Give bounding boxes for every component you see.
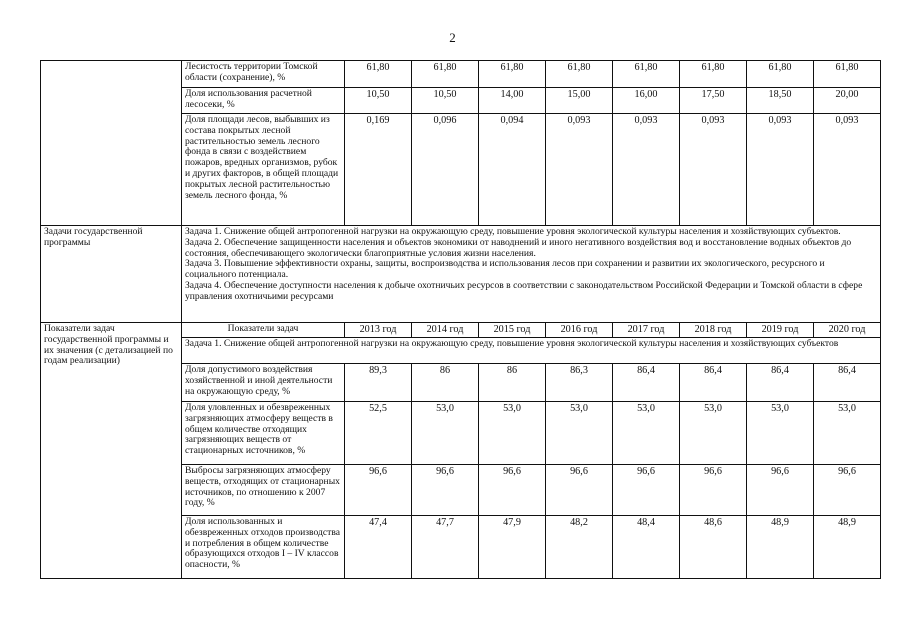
indicator-value: 61,80	[747, 61, 814, 88]
indicator-value: 61,80	[345, 61, 412, 88]
year-header: 2020 год	[814, 323, 881, 338]
year-header: 2019 год	[747, 323, 814, 338]
indicator-value: 96,6	[680, 465, 747, 516]
page-number: 2	[449, 30, 456, 45]
task-item: Задача 2. Обеспечение защищенности населения и объектов экономики от наводнений и иного негативного воздействия вод и восстановление водных объектов до состояния, обеспечивающего экологически благоприятные условия жизни населения.	[185, 236, 852, 259]
indicator-name: Доля использования расчетной лесосеки, %	[182, 88, 345, 114]
indicator-name: Доля допустимого воздействия хозяйственной и иной деятельности на окружающую среду, %	[182, 364, 345, 402]
indicator-value: 53,0	[814, 402, 881, 465]
tasks-label: Задачи государственной программы	[41, 226, 182, 323]
indicator-value: 0,093	[680, 114, 747, 226]
indicator-name: Доля использованных и обезвреженных отходов производства и потребления в общем количестве образующихся отходов I – IV классов опасности, %	[182, 516, 345, 579]
table-row	[41, 226, 881, 323]
year-header: 2014 год	[412, 323, 479, 338]
indicator-name: Доля уловленных и обезвреженных загрязняющих атмосферу веществ в общем количестве отходящих загрязняющих веществ от стационарных источников, %	[182, 402, 345, 465]
year-header: 2017 год	[613, 323, 680, 338]
year-header: 2018 год	[680, 323, 747, 338]
indicators-label: Показатели задач государственной программы и их значения (с детализацией по годам реализации)	[41, 323, 182, 579]
indicator-value: 0,093	[814, 114, 881, 226]
program-passport-table	[40, 60, 881, 579]
year-header: 2015 год	[479, 323, 546, 338]
indicator-value: 0,169	[345, 114, 412, 226]
indicator-value: 17,50	[680, 88, 747, 114]
tasks-list	[182, 226, 881, 323]
indicator-value: 0,093	[747, 114, 814, 226]
indicator-value: 61,80	[680, 61, 747, 88]
indicator-value: 96,6	[613, 465, 680, 516]
indicator-name: Доля площади лесов, выбывших из состава покрытых лесной растительностью земель лесного фонда в связи с воздействием пожаров, вредных организмов, рубок и других факторов, в общей площади покрытых лесной растительностью земель лесного фонда, %	[182, 114, 345, 226]
indicator-value: 61,80	[814, 61, 881, 88]
indicator-value: 53,0	[680, 402, 747, 465]
indicator-value: 18,50	[747, 88, 814, 114]
indicator-value: 86,4	[747, 364, 814, 402]
indicator-value: 96,6	[412, 465, 479, 516]
indicator-value: 0,093	[546, 114, 613, 226]
indicator-value: 14,00	[479, 88, 546, 114]
indicator-value: 0,093	[613, 114, 680, 226]
indicator-value: 86,3	[546, 364, 613, 402]
indicator-value: 96,6	[479, 465, 546, 516]
indicator-value: 48,4	[613, 516, 680, 579]
task-item: Задача 1. Снижение общей антропогенной нагрузки на окружающую среду, повышение уровня экологической культуры населения и хозяйствующих субъектов.	[185, 226, 841, 237]
indicator-value: 86,4	[613, 364, 680, 402]
indicator-value: 48,9	[747, 516, 814, 579]
indicator-value: 96,6	[814, 465, 881, 516]
indicator-value: 47,7	[412, 516, 479, 579]
indicator-value: 15,00	[546, 88, 613, 114]
indicator-value: 89,3	[345, 364, 412, 402]
indicator-value: 86,4	[814, 364, 881, 402]
indicator-value: 96,6	[546, 465, 613, 516]
indicator-value: 86	[412, 364, 479, 402]
indicators-header-label: Показатели задач	[182, 323, 345, 338]
indicator-value: 48,9	[814, 516, 881, 579]
indicator-value: 53,0	[479, 402, 546, 465]
indicator-value: 96,6	[747, 465, 814, 516]
indicator-value: 96,6	[345, 465, 412, 516]
indicator-value: 20,00	[814, 88, 881, 114]
indicator-value: 61,80	[479, 61, 546, 88]
indicator-value: 10,50	[412, 88, 479, 114]
indicator-value: 16,00	[613, 88, 680, 114]
indicator-value: 48,2	[546, 516, 613, 579]
indicator-value: 53,0	[747, 402, 814, 465]
task-item: Задача 4. Обеспечение доступности населения к добыче охотничьих ресурсов в соответствии с законодательством Российской Федерации и Томской области в сфере управления охотничьими ресурсами	[185, 280, 863, 302]
task-item: Задача 3. Повышение эффективности охраны, защиты, воспроизводства и использования лесов при сохранении и развитии их экологического, ресурсного и социального потенциала.	[185, 258, 825, 281]
table-row	[41, 61, 881, 88]
indicator-value: 86,4	[680, 364, 747, 402]
indicator-value: 0,096	[412, 114, 479, 226]
indicator-value: 47,9	[479, 516, 546, 579]
indicator-value: 53,0	[613, 402, 680, 465]
indicator-value: 0,094	[479, 114, 546, 226]
task-1-title: Задача 1. Снижение общей антропогенной нагрузки на окружающую среду, повышение уровня экологической культуры населения и хозяйствующих субъектов	[182, 338, 881, 364]
year-header: 2013 год	[345, 323, 412, 338]
indicator-value: 10,50	[345, 88, 412, 114]
indicators-header-row	[41, 323, 881, 338]
indicator-name: Выбросы загрязняющих атмосферу веществ, отходящих от стационарных источников, по отношению к 2007 году, %	[182, 465, 345, 516]
indicator-value: 53,0	[546, 402, 613, 465]
year-header: 2016 год	[546, 323, 613, 338]
indicator-value: 86	[479, 364, 546, 402]
indicator-name: Лесистость территории Томской области (сохранение), %	[182, 61, 345, 88]
continued-label-cell	[41, 61, 182, 226]
indicator-value: 53,0	[412, 402, 479, 465]
indicator-value: 61,80	[412, 61, 479, 88]
indicator-value: 47,4	[345, 516, 412, 579]
indicator-value: 61,80	[613, 61, 680, 88]
indicator-value: 61,80	[546, 61, 613, 88]
indicator-value: 52,5	[345, 402, 412, 465]
indicator-value: 48,6	[680, 516, 747, 579]
